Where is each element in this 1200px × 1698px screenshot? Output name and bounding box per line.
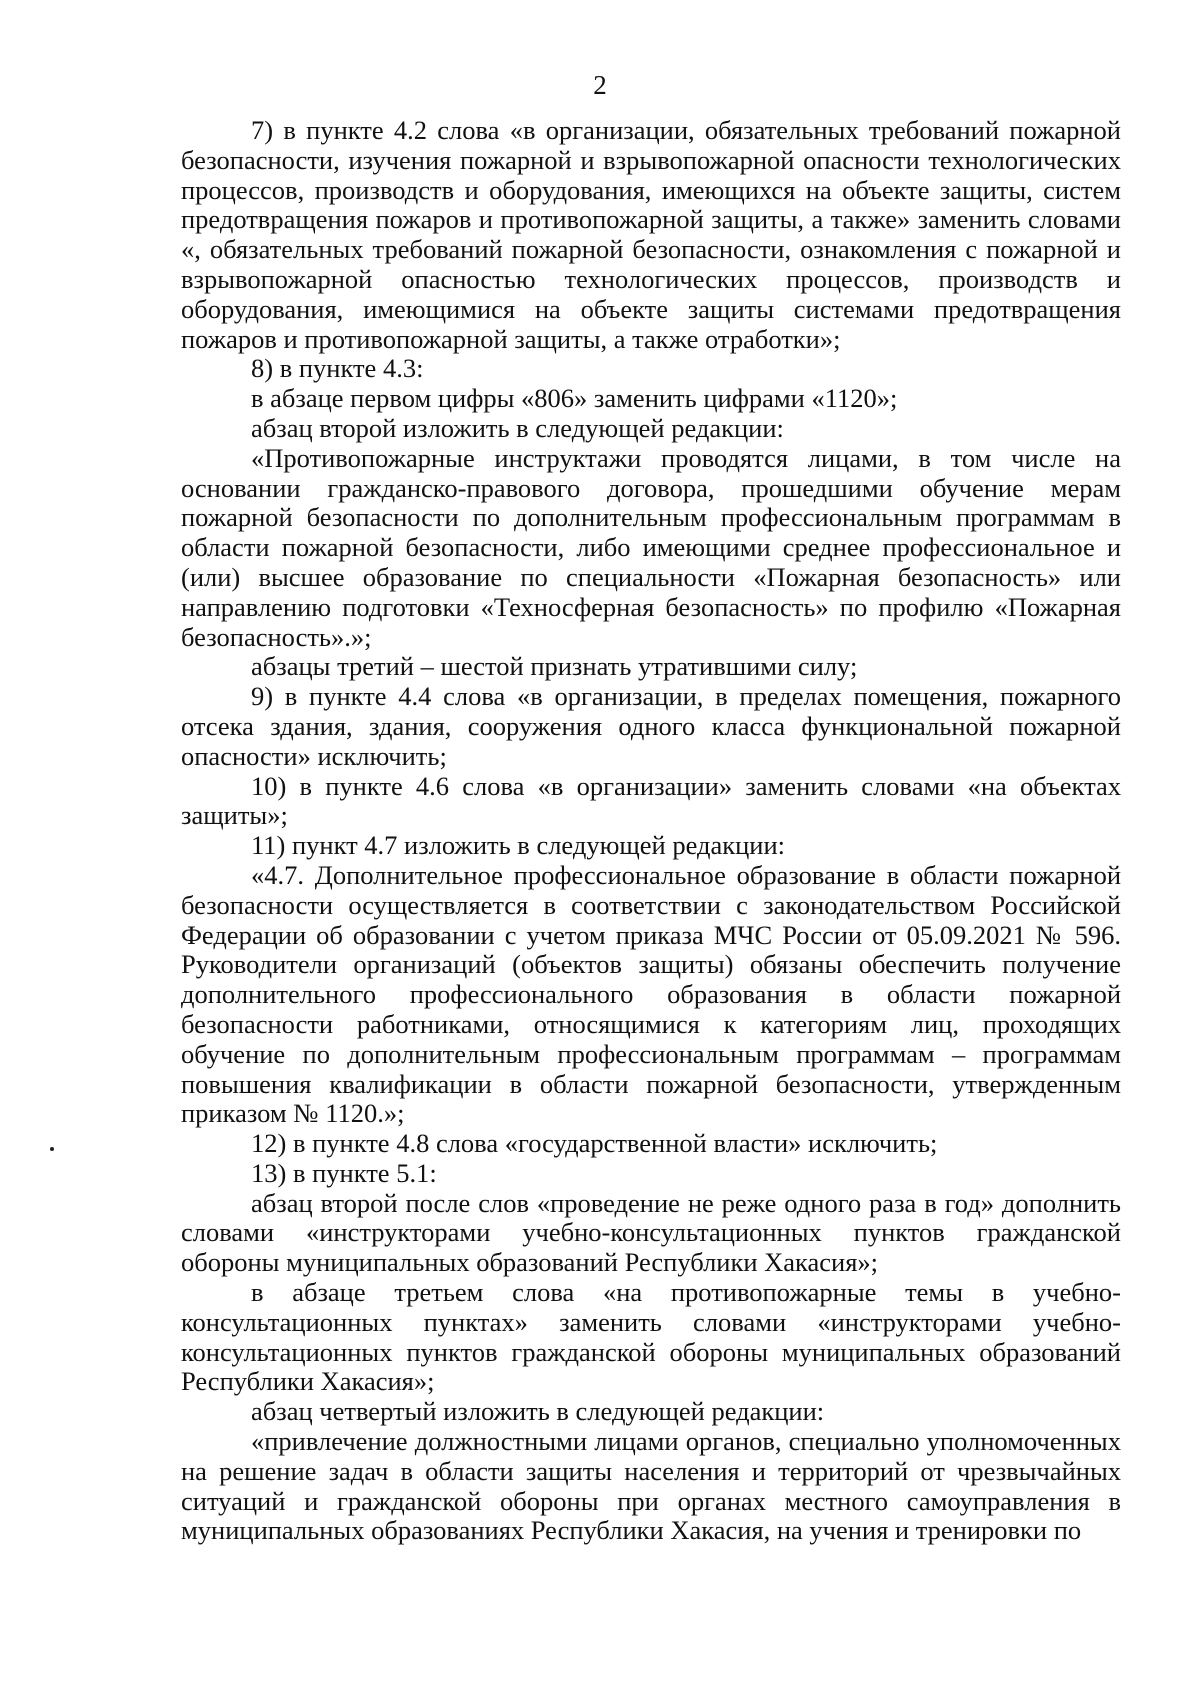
paragraph: 13) в пункте 5.1: — [251, 1157, 437, 1188]
paragraph: «Противопожарные инструктажи проводятся лицами, в том числе на основании гражданско-правового договора, прошедшими обучение мерам пожарной безопасности по дополнительным профессиональным программам в области пожарной безопасности, либо имеющими среднее профессиональное и (или) высшее образование по специальности «Пожарная безопасность» или направлению подготовки «Техносферная безопасность» по профилю «Пожарная безопасность».»; — [181, 442, 1121, 652]
paragraph: 12) в пункте 4.8 слова «государственной власти» исключить; — [251, 1128, 938, 1159]
paragraph: в абзаце третьем слова «на противопожарные темы в учебно-консультационных пунктах» заменить словами «инструкторами учебно-консультационных пунктов гражданской обороны муниципальных образований Республики Хакасия»; — [181, 1277, 1121, 1397]
paragraph: абзац второй после слов «проведение не реже одного раза в год» дополнить словами «инструкторами учебно-консультационных пунктов гражданской обороны муниципальных образований Республики Хакасия»; — [181, 1187, 1121, 1278]
paragraph: 9) в пункте 4.4 слова «в организации, в пределах помещения, пожарного отсека здания, здания, сооружения одного класса функциональной пожарной опасности» исключить; — [181, 681, 1121, 771]
scan-dot-mark — [50, 1147, 54, 1151]
paragraph: абзац второй изложить в следующей редакции: — [251, 412, 784, 443]
paragraph: «4.7. Дополнительное профессиональное образование в области пожарной безопасности осуществляется в соответствии с законодательством Российской Федерации об образовании с учетом приказа МЧС России от 05.09.2021 № 596. Руководители организаций (объектов защиты) обязаны обеспечить получение дополнительного профессионального образования в области пожарной безопасности работниками, относящимися к категориям лиц, проходящих обучение по дополнительным профессиональным программам – программам повышения квалификации в области пожарной безопасности, утвержденным приказом № 1120.»; — [181, 859, 1121, 1129]
paragraph: 11) пункт 4.7 изложить в следующей редакции: — [251, 830, 786, 861]
paragraph: «привлечение должностными лицами органов, специально уполномоченных на решение задач в области защиты населения и территорий от чрезвычайных ситуаций и гражданской обороны при органах местного самоуправления в муниципальных образованиях Республики Хакасия, на учения и тренировки по — [181, 1426, 1121, 1546]
paragraph: 10) в пункте 4.6 слова «в организации» заменить словами «на объектах защиты»; — [181, 770, 1121, 831]
document-body — [181, 116, 1121, 1546]
paragraph: в абзаце первом цифры «806» заменить цифрами «1120»; — [251, 383, 898, 414]
paragraph: 8) в пункте 4.3: — [251, 353, 424, 384]
page-number: 2 — [593, 70, 607, 100]
paragraph: 7) в пункте 4.2 слова «в организации, обязательных требований пожарной безопасности, изучения пожарной и взрывопожарной опасности технологических процессов, производств и оборудования, имеющихся на объекте защиты, систем предотвращения пожаров и противопожарной защиты, а также» заменить словами «, обязательных требований пожарной безопасности, ознакомления с пожарной и взрывопожарной опасностью технологических процессов, производств и оборудования, имеющимися на объекте защиты системами предотвращения пожаров и противопожарной защиты, а также отработки»; — [181, 115, 1121, 354]
paragraph: абзац четвертый изложить в следующей редакции: — [251, 1396, 825, 1427]
paragraph: абзацы третий – шестой признать утратившими силу; — [251, 651, 858, 682]
